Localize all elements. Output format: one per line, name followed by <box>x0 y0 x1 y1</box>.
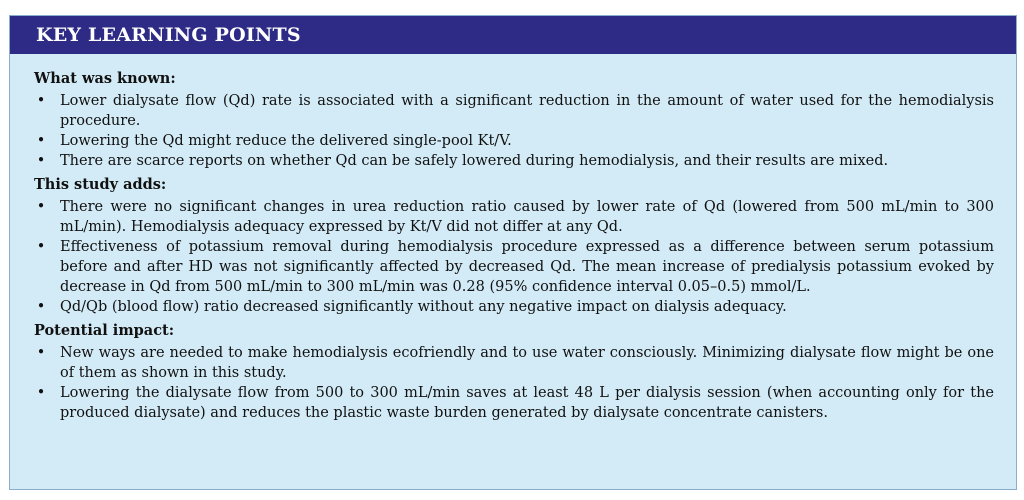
list-item <box>34 91 994 131</box>
key-learning-points-box <box>9 15 1017 490</box>
bullet-list <box>34 91 994 171</box>
list-item <box>34 151 994 171</box>
list-item-text: Lower dialysate flow (Qd) rate is associated with a significant reduction in the amount of water used for the hemodialysis procedure. <box>60 93 994 129</box>
box-content <box>10 54 1016 423</box>
box-header <box>10 16 1016 54</box>
list-item <box>34 131 994 151</box>
section-title: Potential impact: <box>34 322 175 339</box>
bullet-icon: • <box>36 239 46 255</box>
bullet-icon: • <box>36 385 46 401</box>
section-title: This study adds: <box>34 176 167 193</box>
list-item <box>34 297 994 317</box>
list-item <box>34 197 994 237</box>
bullet-icon: • <box>36 153 46 169</box>
list-item-text: Qd/Qb (blood flow) ratio decreased significantly without any negative impact on dialysis adequacy. <box>60 299 787 315</box>
bullet-list <box>34 197 994 317</box>
list-item-text: Lowering the dialysate flow from 500 to 300 mL/min saves at least 48 L per dialysis session (when accounting only for the produced dialysate) and reduces the plastic waste burden generated by dialysate concentrate canisters. <box>60 385 994 421</box>
list-item-text: Effectiveness of potassium removal during hemodialysis procedure expressed as a difference between serum potassium before and after HD was not significantly affected by decreased Qd. The mean increase of predialysis potassium evoked by decrease in Qd from 500 mL/min to 300 mL/min was 0.28 (95% confidence interval 0.05–0.5) mmol/L. <box>60 239 994 295</box>
section-title: What was known: <box>34 70 176 87</box>
box-title: KEY LEARNING POINTS <box>36 24 301 46</box>
bullet-icon: • <box>36 133 46 149</box>
list-item-text: Lowering the Qd might reduce the delivered single-pool Kt/V. <box>60 133 512 149</box>
list-item <box>34 343 994 383</box>
section-what-was-known <box>34 68 994 171</box>
list-item-text: There are scarce reports on whether Qd can be safely lowered during hemodialysis, and their results are mixed. <box>60 153 889 169</box>
bullet-list <box>34 343 994 423</box>
list-item-text: New ways are needed to make hemodialysis ecofriendly and to use water consciously. Minimizing dialysate flow might be one of them as shown in this study. <box>60 345 994 381</box>
list-item <box>34 237 994 297</box>
list-item-text: There were no significant changes in urea reduction ratio caused by lower rate of Qd (lowered from 500 mL/min to 300 mL/min). Hemodialysis adequacy expressed by Kt/V did not differ at any Qd. <box>60 199 994 235</box>
list-item <box>34 383 994 423</box>
section-this-study-adds <box>34 174 994 317</box>
section-potential-impact <box>34 320 994 423</box>
bullet-icon: • <box>36 93 46 109</box>
bullet-icon: • <box>36 345 46 361</box>
bullet-icon: • <box>36 299 46 315</box>
bullet-icon: • <box>36 199 46 215</box>
